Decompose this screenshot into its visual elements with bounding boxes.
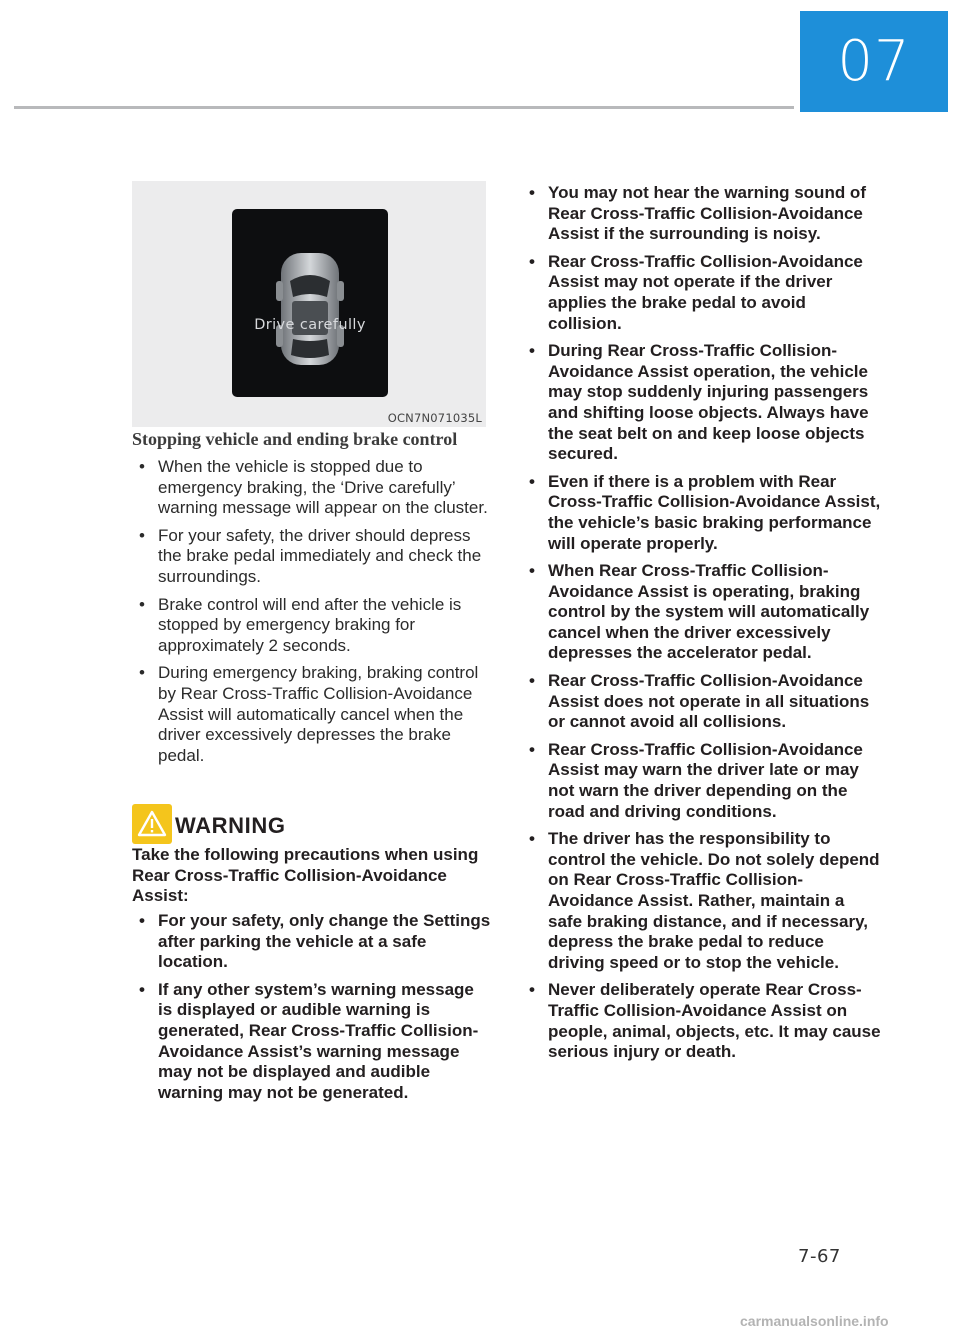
cluster-figure — [132, 181, 486, 427]
list-item: • The driver has the responsibility to control the vehicle. Do not solely depend on Rear Cross-Traffic Collision-Avoidance Assist. Rather, maintain a safe braking distance, and if necessary, depress the brake pedal to reduce driving speed or to stop the vehicle. — [522, 829, 882, 973]
list-item: • When the vehicle is stopped due to emergency braking, the ‘Drive carefully’ warning message will appear on the cluster. — [132, 457, 492, 519]
list-item: • Brake control will end after the vehicle is stopped by emergency braking for approximately 2 seconds. — [132, 595, 492, 657]
section-title: Stopping vehicle and ending brake control — [132, 429, 458, 449]
car-top-view-icon — [232, 209, 388, 397]
brake-control-list — [132, 457, 492, 773]
header-divider — [14, 106, 794, 109]
list-item: • During emergency braking, braking control by Rear Cross-Traffic Collision-Avoidance Assist will automatically cancel when the driver excessively depresses the brake pedal. — [132, 663, 492, 766]
warning-list — [132, 911, 492, 1110]
warning-triangle-icon — [132, 804, 172, 844]
chapter-number: 07 — [800, 11, 948, 112]
figure-code: OCN7N071035L — [387, 411, 482, 425]
page-number: 7-67 — [798, 1246, 841, 1267]
list-item: • For your safety, only change the Settings after parking the vehicle at a safe location. — [132, 911, 492, 973]
warning-label: WARNING — [175, 813, 286, 838]
list-item: • Rear Cross-Traffic Collision-Avoidance Assist does not operate in all situations or cannot avoid all collisions. — [522, 671, 882, 733]
list-item: • You may not hear the warning sound of Rear Cross-Traffic Collision-Avoidance Assist if the surrounding is noisy. — [522, 183, 882, 245]
watermark: carmanualsonline.info — [740, 1313, 889, 1329]
cluster-display — [232, 209, 388, 397]
list-item: • When Rear Cross-Traffic Collision-Avoidance Assist is operating, braking control by the system will automatically cancel when the driver excessively depresses the accelerator pedal. — [522, 561, 882, 664]
drive-carefully-message: Drive carefully — [254, 317, 366, 333]
warning-intro: Take the following precautions when using Rear Cross-Traffic Collision-Avoidance Assist: — [132, 845, 479, 906]
list-item: • For your safety, the driver should depress the brake pedal immediately and check the surroundings. — [132, 526, 492, 588]
list-item: • If any other system’s warning message is displayed or audible warning is generated, Rear Cross-Traffic Collision-Avoidance Assist’s warning message may not be displayed and audible warning may not be generated. — [132, 980, 492, 1104]
warning-list-continued — [522, 183, 882, 1070]
list-item: • Never deliberately operate Rear Cross-Traffic Collision-Avoidance Assist on people, animal, objects, etc. It may cause serious injury or death. — [522, 980, 882, 1062]
list-item: • Rear Cross-Traffic Collision-Avoidance Assist may warn the driver late or may not warn the driver depending on the road and driving conditions. — [522, 740, 882, 822]
list-item: • Rear Cross-Traffic Collision-Avoidance Assist may not operate if the driver applies the brake pedal to avoid collision. — [522, 252, 882, 334]
list-item: • During Rear Cross-Traffic Collision-Avoidance Assist operation, the vehicle may stop suddenly injuring passengers and shifting loose objects. Always have the seat belt on and keep loose objects secured. — [522, 341, 882, 465]
list-item: • Even if there is a problem with Rear Cross-Traffic Collision-Avoidance Assist, the vehicle’s basic braking performance will operate properly. — [522, 472, 882, 554]
